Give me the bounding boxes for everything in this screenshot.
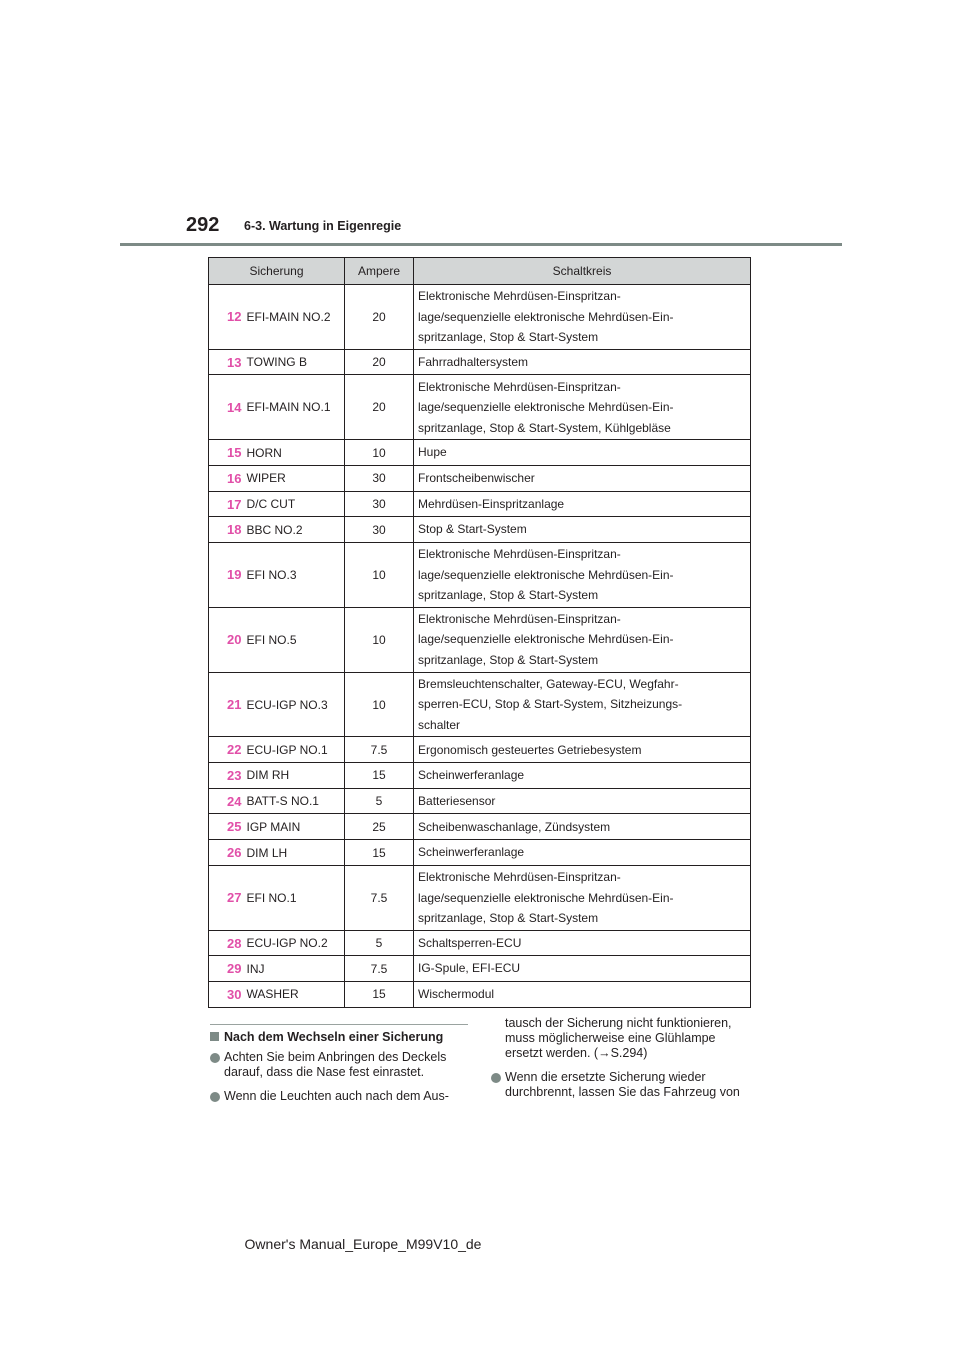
circuit-line: Hupe xyxy=(418,445,447,460)
fuse-ampere: 10 xyxy=(345,543,414,608)
fuse-name: DIM LH xyxy=(245,840,345,866)
square-bullet-icon xyxy=(210,1032,219,1041)
fuse-number: 23 xyxy=(209,763,245,789)
fuse-name: TOWING B xyxy=(245,349,345,375)
circuit-line: spritzanlage, Stop & Start-System xyxy=(418,652,599,667)
fuse-number: 29 xyxy=(209,956,245,982)
table-row xyxy=(209,543,751,608)
note-bullet-2-cont-line-1: tausch der Sicherung nicht funktionieren, xyxy=(505,1016,732,1030)
fuse-name: ECU-IGP NO.2 xyxy=(245,930,345,956)
circuit-line: Schaltsperren-ECU xyxy=(418,935,522,950)
circuit-line: Scheinwerferanlage xyxy=(418,845,525,860)
fuse-number: 17 xyxy=(209,491,245,517)
fuse-name: BBC NO.2 xyxy=(245,517,345,543)
fuse-circuit xyxy=(414,982,751,1008)
fuse-table-body xyxy=(209,285,751,1008)
fuse-name: EFI NO.1 xyxy=(245,865,345,930)
table-row xyxy=(209,440,751,466)
fuse-name: DIM RH xyxy=(245,763,345,789)
fuse-number: 14 xyxy=(209,375,245,440)
fuse-ampere: 15 xyxy=(345,840,414,866)
note-bullet-1-line-2: darauf, dass die Nase fest einrastet. xyxy=(224,1065,425,1079)
circuit-line: Elektronische Mehrdüsen-Einspritzan- xyxy=(418,547,621,562)
fuse-ampere: 10 xyxy=(345,672,414,737)
fuse-circuit xyxy=(414,543,751,608)
fuse-number: 24 xyxy=(209,788,245,814)
circuit-line: Wischermodul xyxy=(418,987,495,1002)
circuit-line: Scheibenwaschanlage, Zündsystem xyxy=(418,819,611,834)
circuit-line: Elektronische Mehrdüsen-Einspritzan- xyxy=(418,611,621,626)
circuit-line: lage/sequenzielle elektronische Mehrdüsen-Ein- xyxy=(418,567,674,582)
circuit-line: Scheinwerferanlage xyxy=(418,768,525,783)
fuse-ampere: 25 xyxy=(345,814,414,840)
fuse-circuit xyxy=(414,375,751,440)
fuse-name: HORN xyxy=(245,440,345,466)
fuse-name: ECU-IGP NO.1 xyxy=(245,737,345,763)
fuse-circuit xyxy=(414,865,751,930)
page-number: 292 xyxy=(186,214,220,236)
notes-heading xyxy=(210,1030,443,1045)
circuit-line: Elektronische Mehrdüsen-Einspritzan- xyxy=(418,870,621,884)
note-bullet-1-line-1: Achten Sie beim Anbringen des Deckels xyxy=(224,1050,447,1064)
note-bullet-3 xyxy=(491,1070,740,1100)
circuit-line: Elektronische Mehrdüsen-Einspritzan- xyxy=(418,379,621,394)
section-title: 6-3. Wartung in Eigenregie xyxy=(244,219,402,233)
fuse-number: 19 xyxy=(209,543,245,608)
fuse-name: EFI-MAIN NO.1 xyxy=(245,375,345,440)
note-bullet-2-continued xyxy=(505,1016,732,1061)
table-row xyxy=(209,930,751,956)
fuse-ampere: 30 xyxy=(345,465,414,491)
fuse-circuit xyxy=(414,465,751,491)
fuse-circuit xyxy=(414,607,751,672)
fuse-ampere: 30 xyxy=(345,517,414,543)
fuse-circuit xyxy=(414,788,751,814)
fuse-circuit xyxy=(414,814,751,840)
fuse-name: BATT-S NO.1 xyxy=(245,788,345,814)
fuse-name: EFI-MAIN NO.2 xyxy=(245,285,345,350)
fuse-number: 18 xyxy=(209,517,245,543)
circuit-line: Ergonomisch gesteuertes Getriebesystem xyxy=(418,742,642,757)
fuse-name: D/C CUT xyxy=(245,491,345,517)
fuse-circuit xyxy=(414,285,751,350)
header-rule xyxy=(120,243,842,246)
table-row xyxy=(209,840,751,866)
column-header-circuit: Schaltkreis xyxy=(414,258,751,285)
table-header-row xyxy=(209,258,751,285)
fuse-number: 13 xyxy=(209,349,245,375)
fuse-ampere: 15 xyxy=(345,982,414,1008)
note-bullet-2-cont-line-3: ersetzt werden. (→S.294) xyxy=(505,1046,648,1060)
fuse-ampere: 10 xyxy=(345,440,414,466)
note-bullet-2 xyxy=(210,1089,449,1104)
fuse-ampere: 20 xyxy=(345,375,414,440)
note-bullet-1 xyxy=(210,1050,446,1080)
fuse-ampere: 10 xyxy=(345,607,414,672)
circuit-line: spritzanlage, Stop & Start-System xyxy=(418,588,599,603)
circuit-line: lage/sequenzielle elektronische Mehrdüsen-Ein- xyxy=(418,632,674,647)
table-row xyxy=(209,956,751,982)
fuse-name: EFI NO.3 xyxy=(245,543,345,608)
footer xyxy=(0,1236,960,1252)
fuse-number: 22 xyxy=(209,737,245,763)
table-row xyxy=(209,672,751,737)
fuse-ampere: 5 xyxy=(345,788,414,814)
table-row xyxy=(209,491,751,517)
circuit-line: lage/sequenzielle elektronische Mehrdüsen-Ein- xyxy=(418,400,674,415)
note-bullet-2-line-1: Wenn die Leuchten auch nach dem Aus- xyxy=(224,1089,449,1103)
column-header-ampere: Ampere xyxy=(345,258,414,285)
footer-text: Owner's Manual_Europe_M99V10_de xyxy=(244,1236,482,1252)
fuse-number: 20 xyxy=(209,607,245,672)
notes-heading-text: Nach dem Wechseln einer Sicherung xyxy=(224,1030,444,1044)
circuit-line: Frontscheibenwischer xyxy=(418,471,535,486)
table-row xyxy=(209,607,751,672)
notes-rule xyxy=(210,1024,468,1025)
circuit-line: lage/sequenzielle elektronische Mehrdüsen-Ein- xyxy=(418,309,674,324)
fuse-number: 27 xyxy=(209,865,245,930)
fuse-name: IGP MAIN xyxy=(245,814,345,840)
fuse-number: 28 xyxy=(209,930,245,956)
circuit-line: lage/sequenzielle elektronische Mehrdüsen-Ein- xyxy=(418,890,674,905)
table-row xyxy=(209,465,751,491)
circuit-line: Fahrradhaltersystem xyxy=(418,354,529,369)
note-bullet-2-cont-line-2: muss möglicherweise eine Glühlampe xyxy=(505,1031,716,1045)
fuse-number: 25 xyxy=(209,814,245,840)
table-row xyxy=(209,814,751,840)
table-row xyxy=(209,349,751,375)
fuse-name: EFI NO.5 xyxy=(245,607,345,672)
fuse-circuit xyxy=(414,517,751,543)
table-row xyxy=(209,763,751,789)
fuse-circuit xyxy=(414,491,751,517)
circuit-line: sperren-ECU, Stop & Start-System, Sitzheizungs- xyxy=(418,697,683,712)
fuse-number: 21 xyxy=(209,672,245,737)
bullet-dot-icon xyxy=(491,1073,501,1083)
fuse-circuit xyxy=(414,763,751,789)
table-row xyxy=(209,982,751,1008)
circuit-line: Stop & Start-System xyxy=(418,522,527,537)
circuit-line: IG-Spule, EFI-ECU xyxy=(418,961,521,976)
circuit-line: spritzanlage, Stop & Start-System, Kühlgebläse xyxy=(418,420,671,435)
bullet-dot-icon xyxy=(210,1053,220,1063)
fuse-ampere: 7.5 xyxy=(345,956,414,982)
fuse-name: WIPER xyxy=(245,465,345,491)
table-row xyxy=(209,375,751,440)
note-bullet-3-line-1: Wenn die ersetzte Sicherung wieder xyxy=(505,1070,706,1084)
fuse-number: 16 xyxy=(209,465,245,491)
fuse-number: 12 xyxy=(209,285,245,350)
fuse-circuit xyxy=(414,840,751,866)
fuse-number: 30 xyxy=(209,982,245,1008)
fuse-circuit xyxy=(414,930,751,956)
fuse-ampere: 20 xyxy=(345,285,414,350)
table-row xyxy=(209,788,751,814)
circuit-line: Elektronische Mehrdüsen-Einspritzan- xyxy=(418,289,621,304)
table-row xyxy=(209,865,751,930)
circuit-line: spritzanlage, Stop & Start-System xyxy=(418,911,599,925)
fuse-ampere: 20 xyxy=(345,349,414,375)
fuse-circuit xyxy=(414,440,751,466)
fuse-number: 26 xyxy=(209,840,245,866)
fuse-name: INJ xyxy=(245,956,345,982)
bullet-dot-icon xyxy=(210,1092,220,1102)
fuse-circuit xyxy=(414,737,751,763)
fuse-name: WASHER xyxy=(245,982,345,1008)
fuse-table xyxy=(208,257,751,1008)
fuse-circuit xyxy=(414,672,751,737)
fuse-ampere: 7.5 xyxy=(345,737,414,763)
table-row xyxy=(209,737,751,763)
circuit-line: Mehrdüsen-Einspritzanlage xyxy=(418,496,565,511)
column-header-fuse: Sicherung xyxy=(209,258,345,285)
fuse-name: ECU-IGP NO.3 xyxy=(245,672,345,737)
fuse-number: 15 xyxy=(209,440,245,466)
note-bullet-3-line-2: durchbrennt, lassen Sie das Fahrzeug von xyxy=(505,1085,740,1099)
fuse-ampere: 15 xyxy=(345,763,414,789)
circuit-line: Batteriesensor xyxy=(418,793,496,808)
fuse-ampere: 5 xyxy=(345,930,414,956)
circuit-line: Bremsleuchtenschalter, Gateway-ECU, Wegfahr- xyxy=(418,676,679,691)
table-row xyxy=(209,517,751,543)
fuse-circuit xyxy=(414,349,751,375)
fuse-ampere: 30 xyxy=(345,491,414,517)
table-row xyxy=(209,285,751,350)
fuse-circuit xyxy=(414,956,751,982)
circuit-line: spritzanlage, Stop & Start-System xyxy=(418,330,599,345)
circuit-line: schalter xyxy=(418,717,461,732)
fuse-ampere: 7.5 xyxy=(345,865,414,930)
